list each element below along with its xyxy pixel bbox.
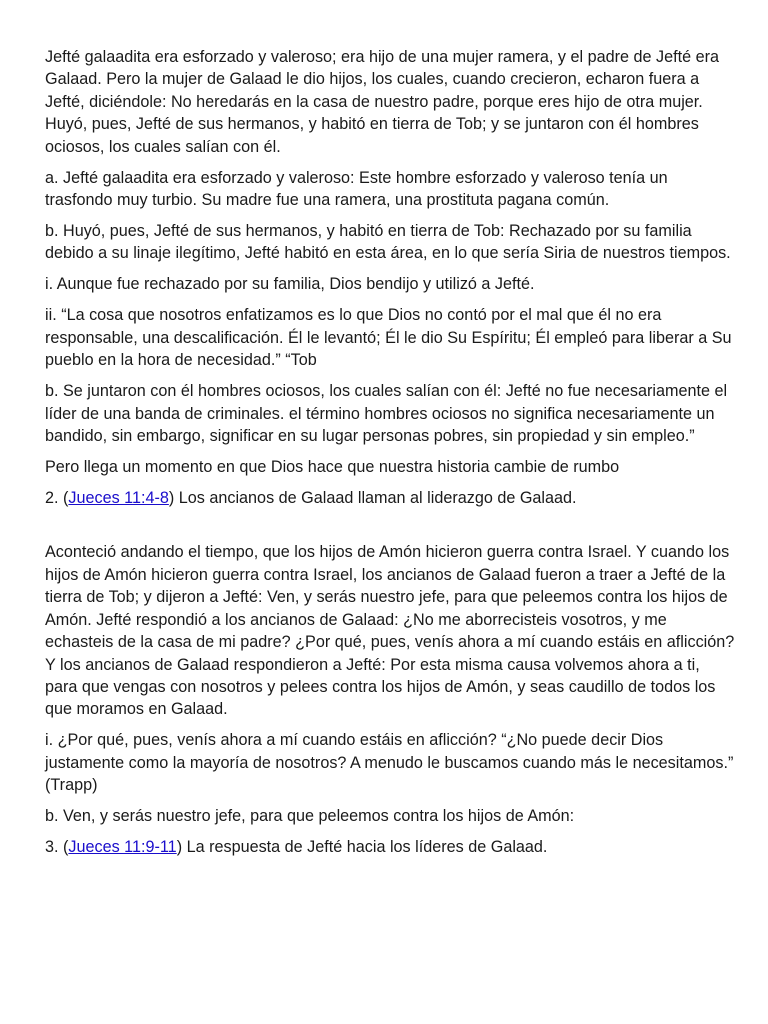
- scripture-link-jueces-11-9-11[interactable]: Jueces 11:9-11: [68, 838, 177, 857]
- section-heading-2-suffix: ) Los ancianos de Galaad llaman al liderazgo de Galaad.: [168, 489, 577, 508]
- paragraph-note-a: a. Jefté galaadita era esforzado y valeroso: Este hombre esforzado y valeroso tenía un trasfondo muy turbio. Su madre fue una ramera, una prostituta pagana común.: [45, 168, 668, 210]
- paragraph-scripture-passage: Aconteció andando el tiempo, que los hijos de Amón hicieron guerra contra Israel. Y cuando los hijos de Amón hicieron guerra contra Israel, los ancianos de Galaad fueron a traer a Jefté de la tierra de Tob; y dijeron a Jefté: Ven, y serás nuestro jefe, para que peleemos contra los hijos de Amón. Jefté respondió a los ancianos de Galaad: ¿No me aborrecisteis vosotros, y me echasteis de la casa de mi padre? ¿Por qué, pues, venís ahora a mí cuando estáis en aflicción? Y los ancianos de Galaad respondieron a Jefté: Por esta misma causa volvemos ahora a ti, para que vengas con nosotros y pelees contra los hijos de Amón, y seas caudillo de todos los que moramos en Galaad.: [45, 543, 735, 719]
- paragraph-intro: Jefté galaadita era esforzado y valeroso; era hijo de una mujer ramera, y el padre de Jefté era Galaad. Pero la mujer de Galaad le dio hijos, los cuales, cuando crecieron, echaron fuera a Jefté, diciéndole: No heredarás en la casa de nuestro padre, porque eres hijo de otra mujer. Huyó, pues, Jefté de sus hermanos, y habitó en tierra de Tob; y se juntaron con él hombres ociosos, los cuales salían con él.: [45, 48, 719, 156]
- paragraph-note-ii: ii. “La cosa que nosotros enfatizamos es lo que Dios no contó por el mal que él no era responsable, una descalificación. Él le levantó; Él le dio Su Espíritu; Él empleó para liberar a Su pueblo en la hora de necesidad.” “Tob: [45, 306, 732, 370]
- paragraph-transition: Pero llega un momento en que Dios hace que nuestra historia cambie de rumbo: [45, 458, 620, 477]
- document-body: [45, 46, 735, 867]
- scripture-link-jueces-11-4-8[interactable]: Jueces 11:4-8: [68, 489, 169, 508]
- paragraph-note-b2: b. Se juntaron con él hombres ociosos, los cuales salían con él: Jefté no fue necesariamente el líder de una banda de criminales. el término hombres ociosos no significa necesariamente un bandido, sin embargo, significar en su lugar personas pobres, sin propiedad y sin empleo.”: [45, 382, 728, 446]
- paragraph-note-b: b. Huyó, pues, Jefté de sus hermanos, y habitó en tierra de Tob: Rechazado por su familia debido a su linaje ilegítimo, Jefté habitó en esta área, en lo que sería Siria de nuestros tiempos.: [45, 222, 731, 263]
- paragraph-note-i: i. Aunque fue rechazado por su familia, Dios bendijo y utilizó a Jefté.: [45, 275, 535, 294]
- paragraph-note-b3: b. Ven, y serás nuestro jefe, para que peleemos contra los hijos de Amón:: [45, 807, 575, 826]
- section-heading-3: [45, 836, 735, 858]
- section-heading-3-prefix: 3. (: [45, 838, 69, 857]
- section-heading-2-prefix: 2. (: [45, 489, 69, 508]
- section-heading-3-suffix: ) La respuesta de Jefté hacia los líderes de Galaad.: [176, 838, 548, 857]
- paragraph-note-i2: i. ¿Por qué, pues, venís ahora a mí cuando estáis en aflicción? “¿No puede decir Dios justamente como la mayoría de nosotros? A menudo le buscamos cuando más le necesitamos.” (Trapp): [45, 731, 734, 795]
- section-heading-2: [45, 487, 735, 509]
